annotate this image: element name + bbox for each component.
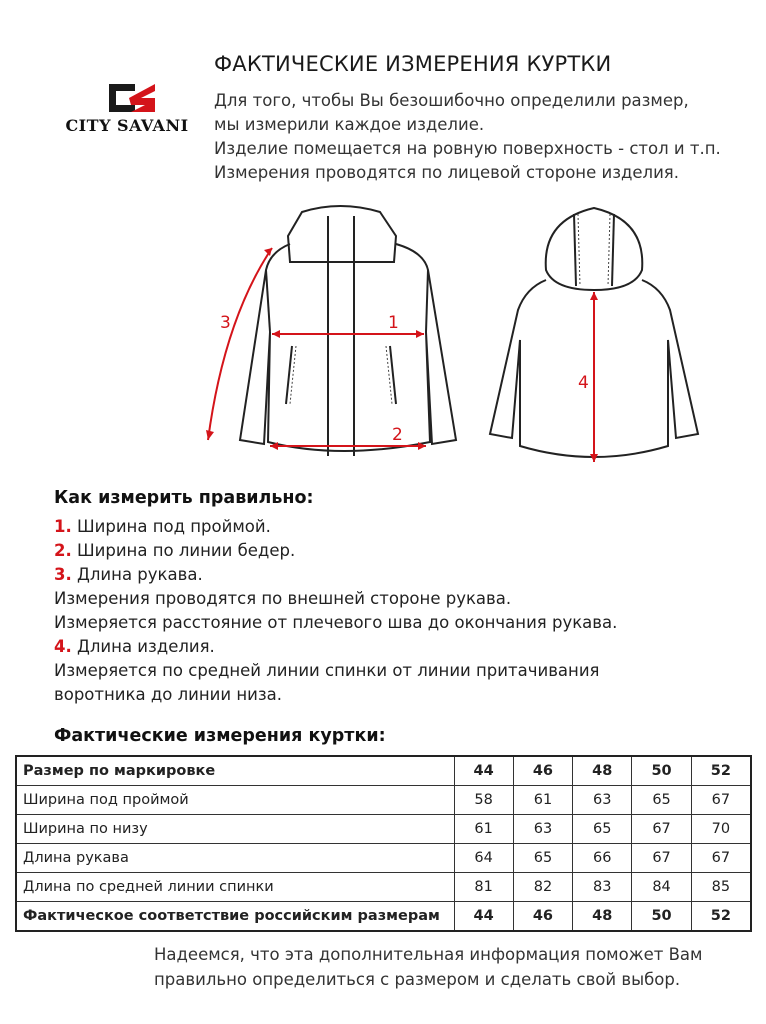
- size-cell: 50: [632, 756, 691, 786]
- howto-item: Измеряется по средней линии спинки от линии притачивания: [54, 661, 600, 680]
- howto-item: воротника до линии низа.: [54, 685, 282, 704]
- intro-text: [214, 89, 721, 185]
- measurements-table: [15, 755, 752, 932]
- size-cell: 64: [454, 844, 513, 873]
- howto-list: [54, 515, 617, 707]
- howto-title: Как измерить правильно:: [54, 488, 314, 508]
- size-cell: 67: [632, 844, 691, 873]
- row-label: Длина по средней линии спинки: [16, 873, 454, 902]
- table-row: [16, 844, 751, 873]
- size-cell: 44: [454, 756, 513, 786]
- jacket-front-drawing: [198, 200, 488, 474]
- size-cell: 82: [513, 873, 572, 902]
- intro-line: мы измерили каждое изделие.: [214, 115, 485, 134]
- intro-line: Для того, чтобы Вы безошибочно определили размер,: [214, 91, 689, 110]
- howto-item: 2. Ширина по линии бедер.: [54, 541, 296, 560]
- row-label: Длина рукава: [16, 844, 454, 873]
- howto-item: 3. Длина рукава.: [54, 565, 203, 584]
- label-3: 3: [220, 313, 231, 333]
- size-cell: 61: [454, 815, 513, 844]
- howto-item: 1. Ширина под проймой.: [54, 517, 271, 536]
- footer-line: Надеемся, что эта дополнительная информация поможет Вам: [154, 945, 703, 964]
- size-cell: 84: [632, 873, 691, 902]
- label-1: 1: [388, 313, 399, 333]
- size-cell: 81: [454, 873, 513, 902]
- howto-item: Измерения проводятся по внешней стороне рукава.: [54, 589, 512, 608]
- size-cell: 63: [513, 815, 572, 844]
- size-cell: 44: [454, 902, 513, 932]
- howto-item: 4. Длина изделия.: [54, 637, 215, 656]
- size-cell: 48: [573, 756, 632, 786]
- size-cell: 65: [513, 844, 572, 873]
- jacket-back-drawing: [484, 200, 704, 474]
- table-title: Фактические измерения куртки:: [54, 726, 386, 746]
- size-cell: 65: [632, 786, 691, 815]
- size-cell: 61: [513, 786, 572, 815]
- size-cell: 52: [691, 902, 751, 932]
- intro-line: Измерения проводятся по лицевой стороне изделия.: [214, 163, 679, 182]
- size-cell: 58: [454, 786, 513, 815]
- brand-name: CITY SAVANI: [65, 116, 189, 135]
- table-row: [16, 815, 751, 844]
- size-cell: 66: [573, 844, 632, 873]
- size-cell: 65: [573, 815, 632, 844]
- intro-line: Изделие помещается на ровную поверхность - стол и т.п.: [214, 139, 721, 158]
- footer-line: правильно определиться с размером и сделать свой выбор.: [154, 970, 681, 989]
- row-label: Ширина по низу: [16, 815, 454, 844]
- table-row: [16, 756, 751, 786]
- table-row: [16, 786, 751, 815]
- size-cell: 46: [513, 756, 572, 786]
- howto-item: Измеряется расстояние от плечевого шва до окончания рукава.: [54, 613, 618, 632]
- size-cell: 83: [573, 873, 632, 902]
- cs-logo-icon: [105, 80, 161, 116]
- size-cell: 67: [691, 786, 751, 815]
- table-row: [16, 902, 751, 932]
- size-cell: 52: [691, 756, 751, 786]
- row-label: Размер по маркировке: [16, 756, 454, 786]
- size-cell: 67: [632, 815, 691, 844]
- size-cell: 85: [691, 873, 751, 902]
- size-cell: 50: [632, 902, 691, 932]
- table-row: [16, 873, 751, 902]
- label-4: 4: [578, 373, 589, 393]
- size-cell: 67: [691, 844, 751, 873]
- label-2: 2: [392, 425, 403, 445]
- row-label: Ширина под проймой: [16, 786, 454, 815]
- size-cell: 48: [573, 902, 632, 932]
- size-cell: 46: [513, 902, 572, 932]
- page-title: ФАКТИЧЕСКИЕ ИЗМЕРЕНИЯ КУРТКИ: [214, 52, 612, 76]
- footer-note: [154, 942, 702, 992]
- row-label: Фактическое соответствие российским размерам: [16, 902, 454, 932]
- size-cell: 70: [691, 815, 751, 844]
- size-cell: 63: [573, 786, 632, 815]
